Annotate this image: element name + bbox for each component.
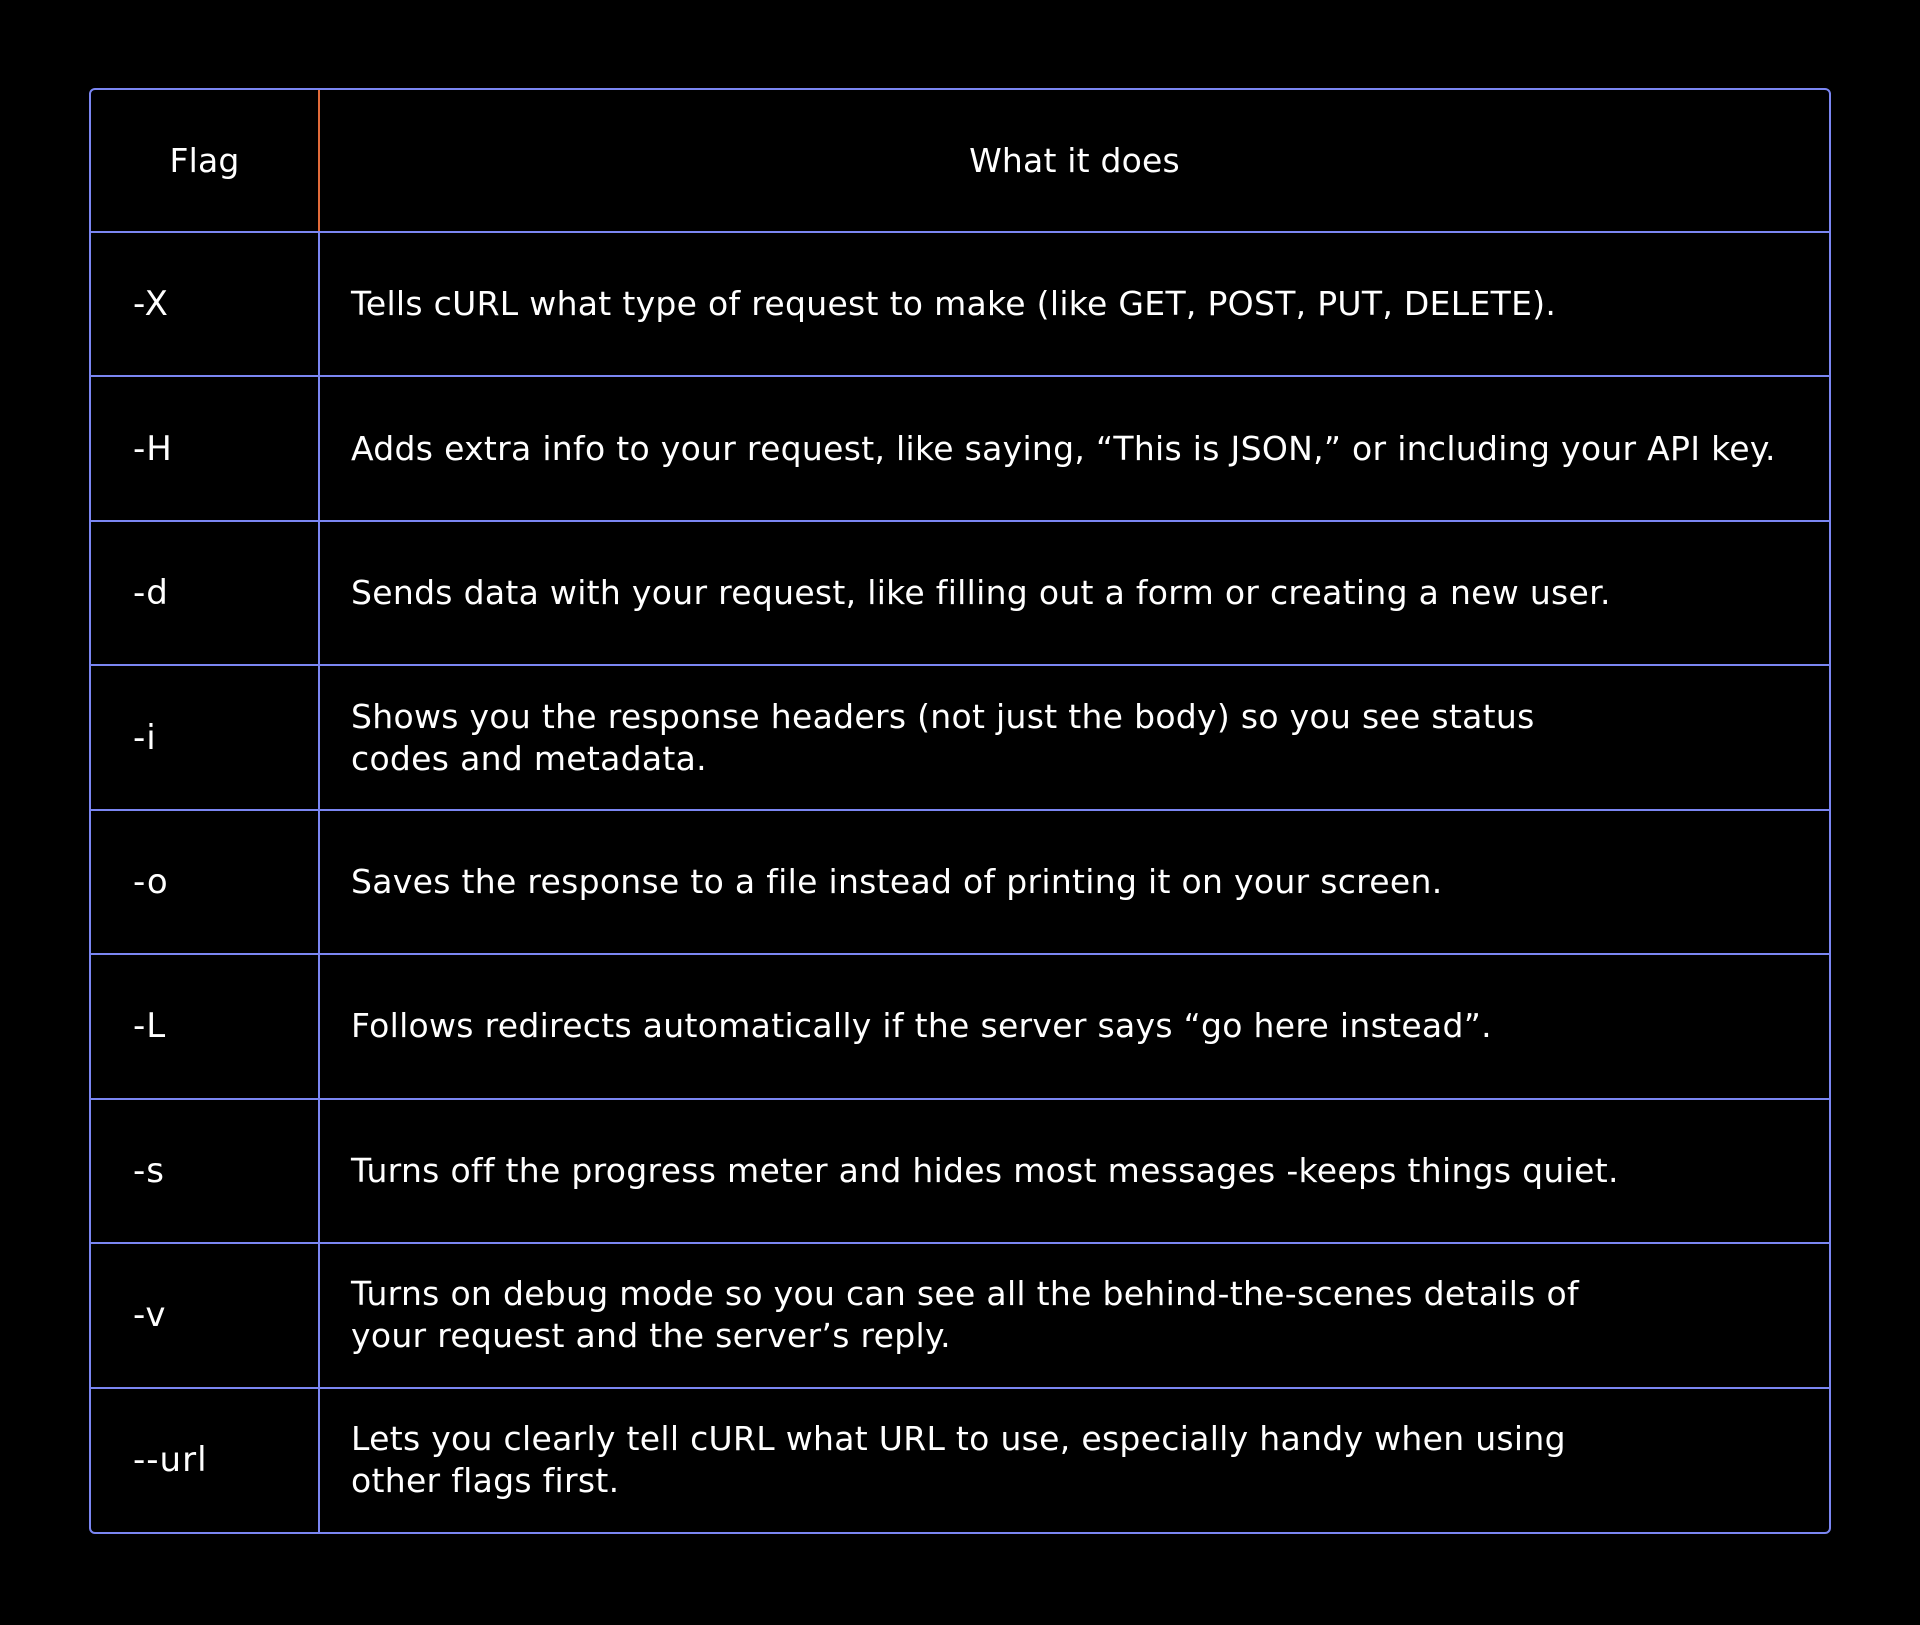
table-row — [91, 376, 1829, 520]
table-row — [91, 1243, 1829, 1387]
description-text: Turns on debug mode so you can see all the behind-the-scenes details of your request and the server’s reply. — [351, 1274, 1579, 1356]
description-text: Saves the response to a file instead of printing it on your screen. — [351, 861, 1443, 901]
description-cell — [319, 521, 1829, 665]
header-row — [91, 90, 1829, 232]
description-cell — [319, 376, 1829, 520]
header-flag: Flag — [91, 90, 319, 232]
description-cell — [319, 1243, 1829, 1387]
flag-cell: -s — [91, 1099, 319, 1243]
table-row — [91, 1388, 1829, 1533]
flag-cell: -i — [91, 665, 319, 809]
table-row — [91, 521, 1829, 665]
description-text: Shows you the response headers (not just the body) so you see status codes and metadata. — [351, 696, 1535, 778]
table-row — [91, 232, 1829, 376]
table-row — [91, 1099, 1829, 1243]
flag-cell: -v — [91, 1243, 319, 1387]
description-text: Tells cURL what type of request to make (like GET, POST, PUT, DELETE). — [351, 284, 1557, 324]
description-cell — [319, 1388, 1829, 1533]
flag-cell: -d — [91, 521, 319, 665]
flag-cell: --url — [91, 1388, 319, 1533]
description-cell — [319, 665, 1829, 809]
description-text: Turns off the progress meter and hides most messages -keeps things quiet. — [351, 1150, 1619, 1190]
description-text: Sends data with your request, like filling out a form or creating a new user. — [351, 573, 1611, 613]
flags-table — [91, 90, 1829, 1532]
table-row — [91, 954, 1829, 1098]
table-row — [91, 810, 1829, 954]
flag-cell: -L — [91, 954, 319, 1098]
curl-flags-table — [89, 88, 1831, 1534]
flag-cell: -X — [91, 232, 319, 376]
description-text: Follows redirects automatically if the server says “go here instead”. — [351, 1006, 1492, 1046]
description-text: Lets you clearly tell cURL what URL to use, especially handy when using other flags first. — [351, 1419, 1566, 1501]
header-description: What it does — [319, 90, 1829, 232]
description-cell — [319, 232, 1829, 376]
table-row — [91, 665, 1829, 809]
description-cell — [319, 954, 1829, 1098]
description-cell — [319, 810, 1829, 954]
flag-cell: -o — [91, 810, 319, 954]
description-cell — [319, 1099, 1829, 1243]
description-text: Adds extra info to your request, like saying, “This is JSON,” or including your API key. — [351, 428, 1776, 468]
flag-cell: -H — [91, 376, 319, 520]
